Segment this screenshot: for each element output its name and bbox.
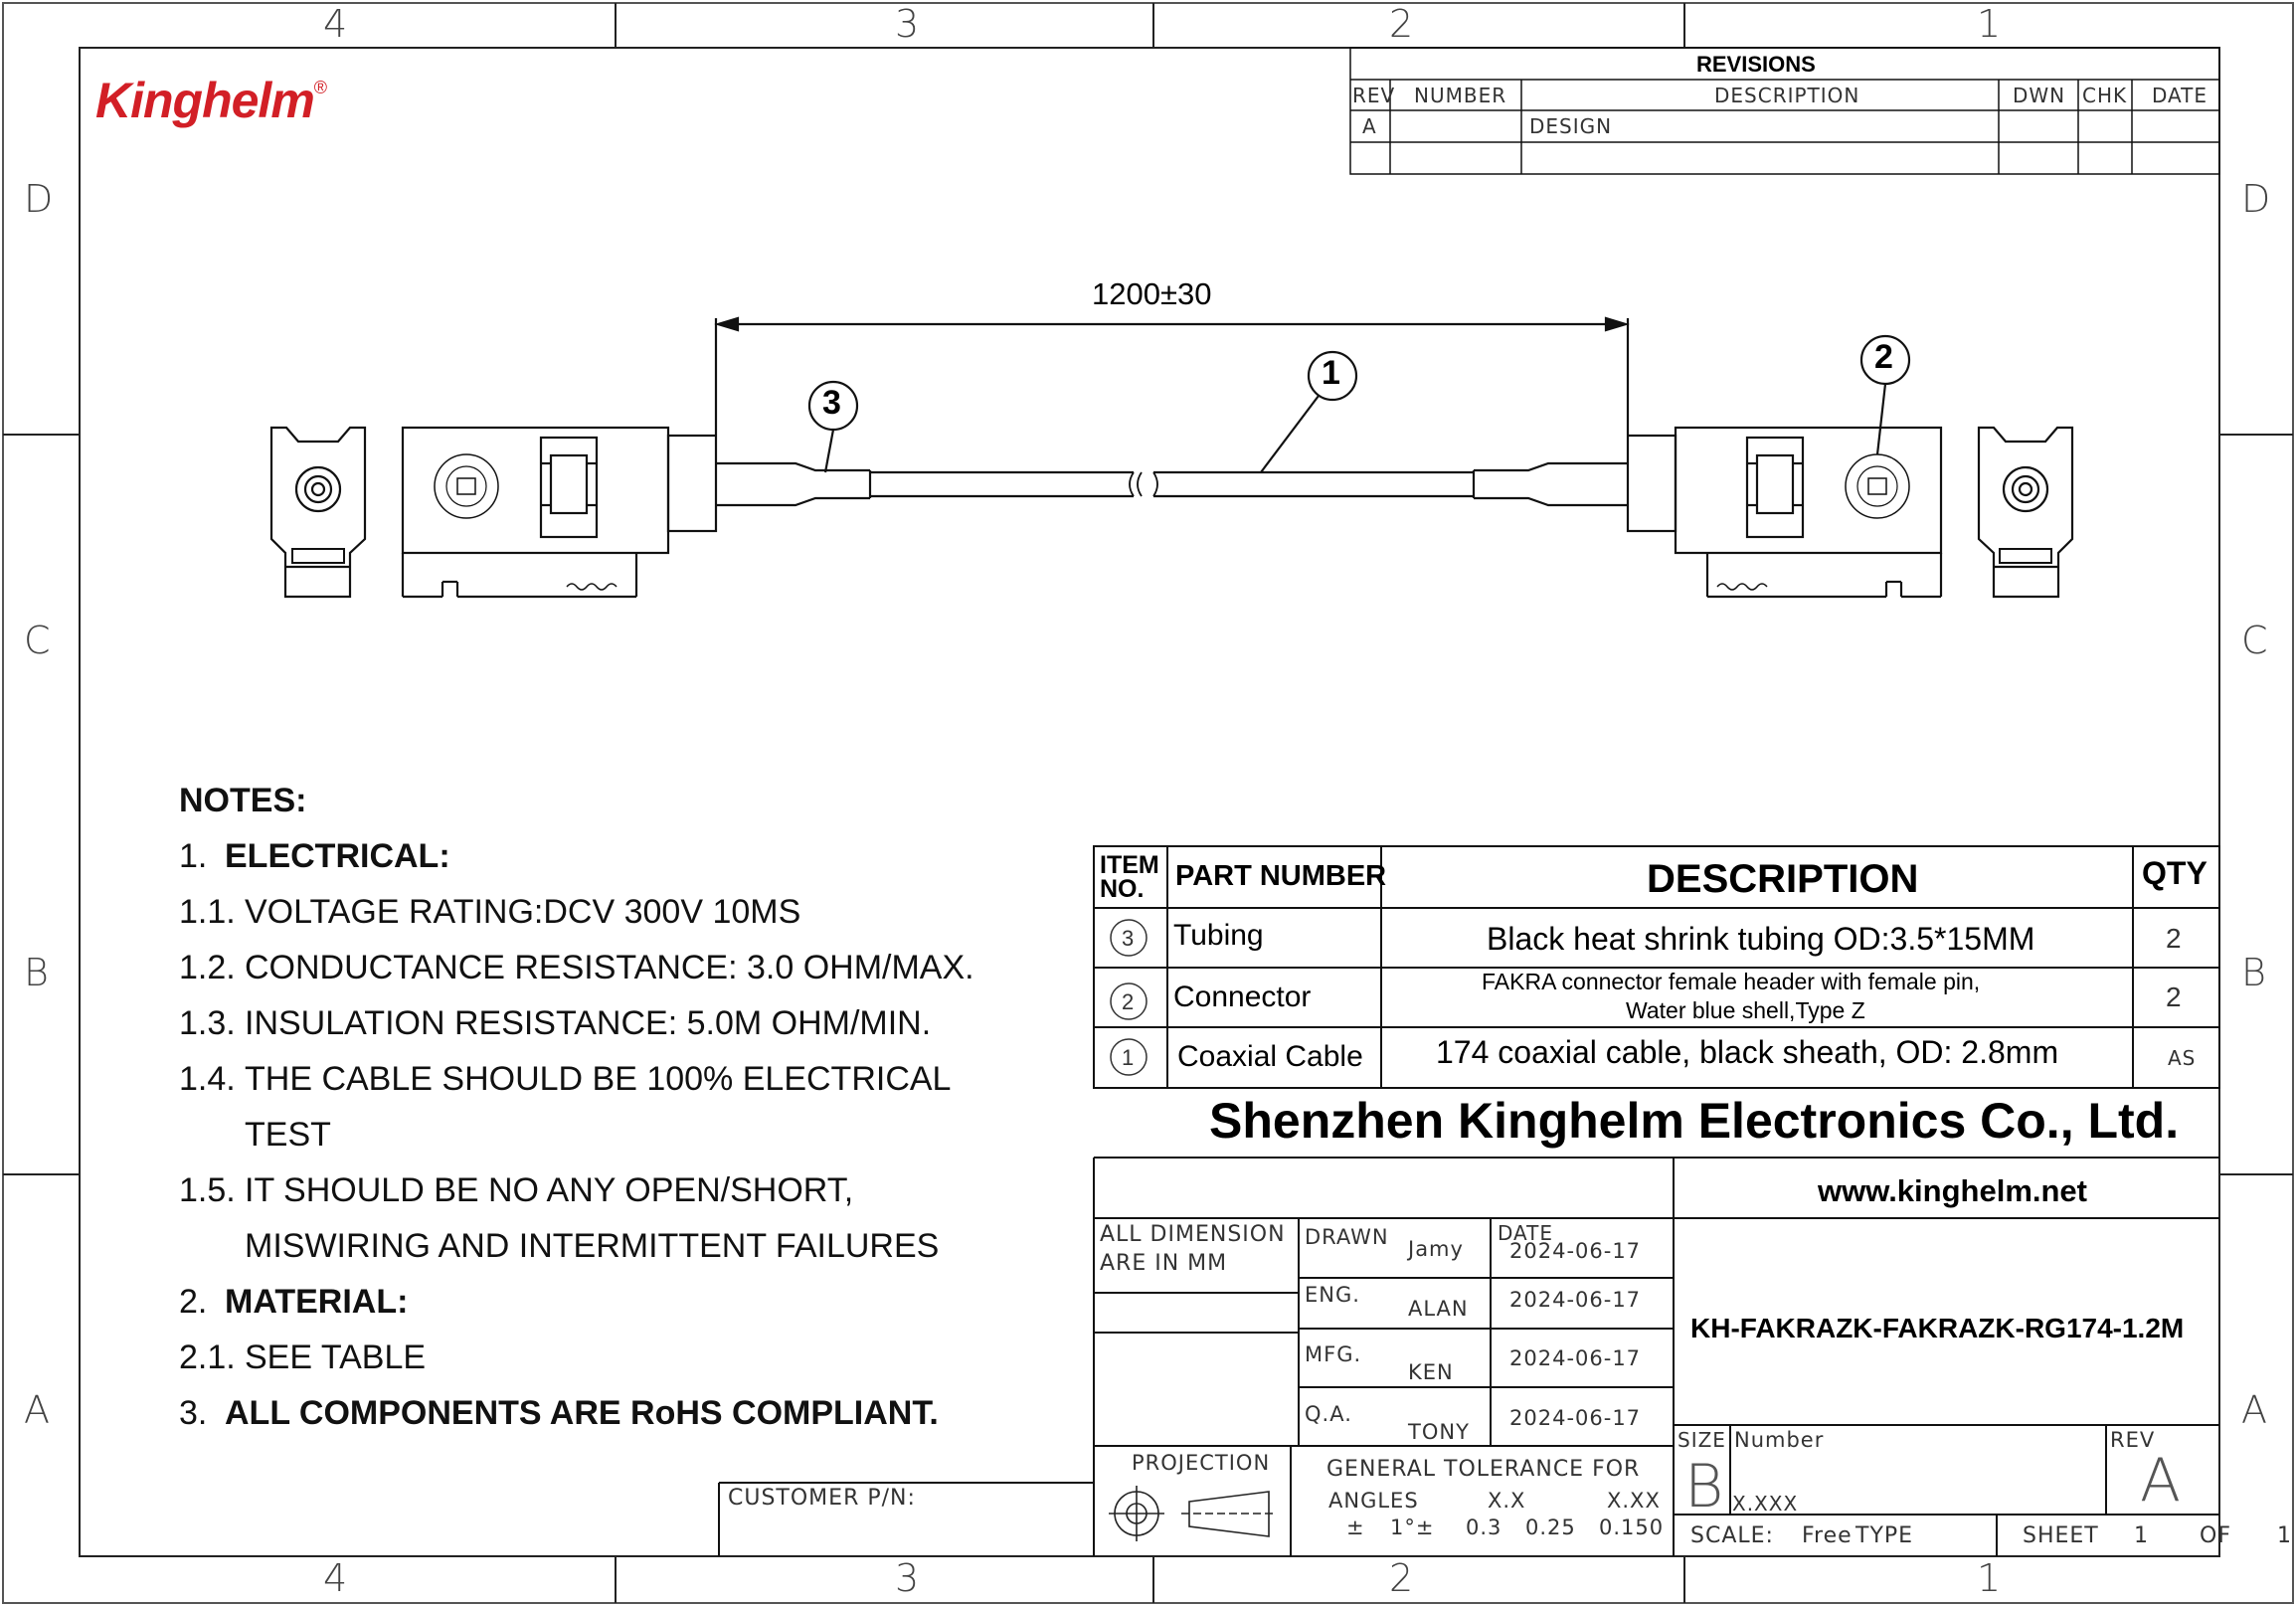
zone-row-label: D <box>24 177 54 221</box>
bom-header-item-no: ITEM NO. <box>1100 851 1159 903</box>
eng-name: ALAN <box>1408 1297 1469 1321</box>
note-number: 1. <box>179 837 208 875</box>
all-dimension-units: ARE IN MM <box>1100 1251 1228 1276</box>
rev-row-rev: A <box>1362 114 1377 138</box>
bom-desc-connector-line2-text: Water blue shell, <box>1626 997 1796 1023</box>
zone-col-label: 1 <box>1977 1556 2002 1600</box>
note-item <box>179 1004 931 1043</box>
bom-desc-tubing: Black heat shrink tubing OD:3.5*15MM <box>1487 921 2035 957</box>
note-text: SEE TABLE <box>245 1338 427 1376</box>
scale-value: Free <box>1802 1523 1853 1548</box>
zone-row-label: C <box>24 619 51 662</box>
tolerance-col-angles: ANGLES <box>1328 1489 1419 1513</box>
size-value: B <box>1684 1452 1724 1521</box>
rev-header-dwn: DWN <box>2013 84 2066 107</box>
note-text: MATERIAL: <box>225 1283 409 1321</box>
note-item <box>179 1116 331 1155</box>
projection-label: PROJECTION <box>1132 1451 1271 1475</box>
number-value: X.XXX <box>1732 1492 1799 1516</box>
rev-row-description: DESIGN <box>1529 114 1613 138</box>
note-item <box>179 893 800 932</box>
zone-col-label: 2 <box>1389 2 1414 46</box>
all-dimension-label: ALL DIMENSION <box>1100 1222 1286 1247</box>
zone-col-label: 3 <box>895 2 920 46</box>
scale-label: SCALE: <box>1690 1523 1774 1548</box>
note-number: 1.3. <box>179 1004 236 1042</box>
of-label: OF <box>2200 1523 2231 1548</box>
bom-qty-connector: 2 <box>2166 981 2182 1012</box>
rev-value: A <box>2140 1446 2182 1516</box>
balloon-3: 3 <box>822 384 841 422</box>
bom-header-description: DESCRIPTION <box>1647 857 1919 901</box>
note-item <box>179 949 974 987</box>
sheet-label: SHEET <box>2023 1523 2099 1548</box>
note-item <box>179 1338 426 1377</box>
bom-header-qty: QTY <box>2142 855 2208 891</box>
qa-name: TONY <box>1408 1420 1470 1444</box>
note-number: 1.1. <box>179 893 236 931</box>
zone-col-label: 2 <box>1389 1556 1414 1600</box>
drawn-label: DRAWN <box>1305 1225 1389 1249</box>
customer-pn-label: CUSTOMER P/N: <box>728 1486 916 1511</box>
zone-col-label: 4 <box>323 1556 348 1600</box>
note-text: VOLTAGE RATING:DCV 300V 10MS <box>245 893 801 931</box>
note-number: 2.1. <box>179 1338 236 1376</box>
rev-label: REV <box>2110 1428 2156 1452</box>
balloon-2: 2 <box>1874 338 1893 376</box>
zone-row-label: B <box>24 951 49 994</box>
date-label: DATE <box>1498 1221 1554 1245</box>
mfg-date: 2024-06-17 <box>1509 1346 1642 1370</box>
note-text: ELECTRICAL: <box>225 837 450 875</box>
bom-desc-coax: 174 coaxial cable, black sheath, OD: 2.8mm <box>1436 1034 2059 1070</box>
zone-row-label: A <box>24 1388 50 1432</box>
note-text: ALL COMPONENTS ARE RoHS COMPLIANT. <box>225 1394 939 1432</box>
bom-part-connector: Connector <box>1173 981 1312 1013</box>
type-label: TYPE <box>1855 1523 1914 1548</box>
company-logo <box>95 72 327 129</box>
zone-row-label: C <box>2241 619 2268 662</box>
rev-header-chk: CHK <box>2082 84 2128 107</box>
bom-desc-connector-line2 <box>1626 997 1865 1024</box>
note-item <box>179 1171 853 1210</box>
eng-date: 2024-06-17 <box>1509 1288 1642 1312</box>
bom-part-coax: Coaxial Cable <box>1177 1040 1363 1073</box>
bom-qty-coax: AS <box>2168 1046 2197 1070</box>
note-item <box>179 1227 939 1266</box>
logo-text: Kinghelm <box>95 73 314 128</box>
sheet-value: 1 <box>2134 1523 2149 1548</box>
note-item <box>179 837 450 876</box>
note-item <box>179 1060 951 1099</box>
rev-header-description: DESCRIPTION <box>1714 84 1860 107</box>
note-text: CONDUCTANCE RESISTANCE: 3.0 OHM/MAX. <box>245 949 974 986</box>
bom-header-part-number: PART NUMBER <box>1175 860 1387 892</box>
balloon-1: 1 <box>1322 354 1340 392</box>
tolerance-sign: ± <box>1346 1516 1365 1539</box>
bom-item-number: 3 <box>1122 926 1135 951</box>
company-website[interactable]: www.kinghelm.net <box>1818 1173 2087 1208</box>
company-name: Shenzhen Kinghelm Electronics Co., Ltd. <box>1209 1093 2180 1149</box>
bom-part-tubing: Tubing <box>1173 919 1264 952</box>
mfg-label: MFG. <box>1305 1342 1362 1366</box>
note-text: MISWIRING AND INTERMITTENT FAILURES <box>245 1227 940 1265</box>
tolerance-col-xxx: X.XX <box>1607 1489 1661 1513</box>
note-number: 1.2. <box>179 949 236 986</box>
mfg-name: KEN <box>1408 1360 1454 1384</box>
tolerance-col-xx: X.X <box>1488 1489 1526 1513</box>
size-label: SIZE <box>1678 1428 1726 1452</box>
bom-desc-connector-line1: FAKRA connector female header with female pin, <box>1482 969 1981 994</box>
note-item <box>179 1283 408 1322</box>
bom-item-number: 1 <box>1122 1045 1135 1070</box>
tolerance-xx-value: 0.25 <box>1525 1516 1576 1539</box>
note-number: 1.5. <box>179 1171 236 1209</box>
eng-label: ENG. <box>1305 1283 1360 1307</box>
notes-heading: NOTES: <box>179 782 307 819</box>
tolerance-xxx-value: 0.150 <box>1599 1516 1665 1539</box>
registered-mark: ® <box>313 78 328 97</box>
qa-date: 2024-06-17 <box>1509 1406 1642 1430</box>
zone-row-label: A <box>2241 1388 2267 1432</box>
revisions-title: REVISIONS <box>1696 52 1816 77</box>
qa-label: Q.A. <box>1305 1402 1352 1426</box>
length-dimension: 1200±30 <box>1092 276 1212 311</box>
zone-col-label: 1 <box>1977 2 2002 46</box>
note-text: INSULATION RESISTANCE: 5.0M OHM/MIN. <box>245 1004 932 1042</box>
zone-row-label: D <box>2241 177 2271 221</box>
zone-col-label: 4 <box>323 2 348 46</box>
rev-header-number: NUMBER <box>1414 84 1507 107</box>
drawing-part-number: KH-FAKRAZK-FAKRAZK-RG174-1.2M <box>1690 1313 2185 1343</box>
tolerance-x-value: 0.3 <box>1466 1516 1502 1539</box>
drawn-date: 2024-06-17 <box>1509 1239 1642 1263</box>
note-text: IT SHOULD BE NO ANY OPEN/SHORT, <box>245 1171 854 1209</box>
note-number: 1.4. <box>179 1060 236 1098</box>
rev-header-rev: REV <box>1352 84 1396 107</box>
bom-item-number: 2 <box>1122 989 1135 1014</box>
zone-row-label: B <box>2241 951 2266 994</box>
drawn-name: Jamy <box>1408 1237 1464 1261</box>
number-label: Number <box>1734 1428 1825 1452</box>
bom-desc-connector-type: Type Z <box>1795 997 1865 1023</box>
bom-qty-tubing: 2 <box>2166 923 2182 954</box>
zone-col-label: 3 <box>895 1556 920 1600</box>
tolerance-title: GENERAL TOLERANCE FOR <box>1326 1457 1641 1482</box>
of-value: 1 <box>2277 1523 2292 1548</box>
note-text: TEST <box>245 1116 331 1154</box>
note-number: 2. <box>179 1283 208 1321</box>
note-number: 3. <box>179 1394 208 1432</box>
tolerance-angle-value: 1°± <box>1390 1516 1435 1539</box>
projection-symbol <box>1109 1486 1277 1541</box>
note-text: THE CABLE SHOULD BE 100% ELECTRICAL <box>245 1060 952 1098</box>
note-item <box>179 1394 939 1433</box>
rev-header-date: DATE <box>2152 84 2208 107</box>
